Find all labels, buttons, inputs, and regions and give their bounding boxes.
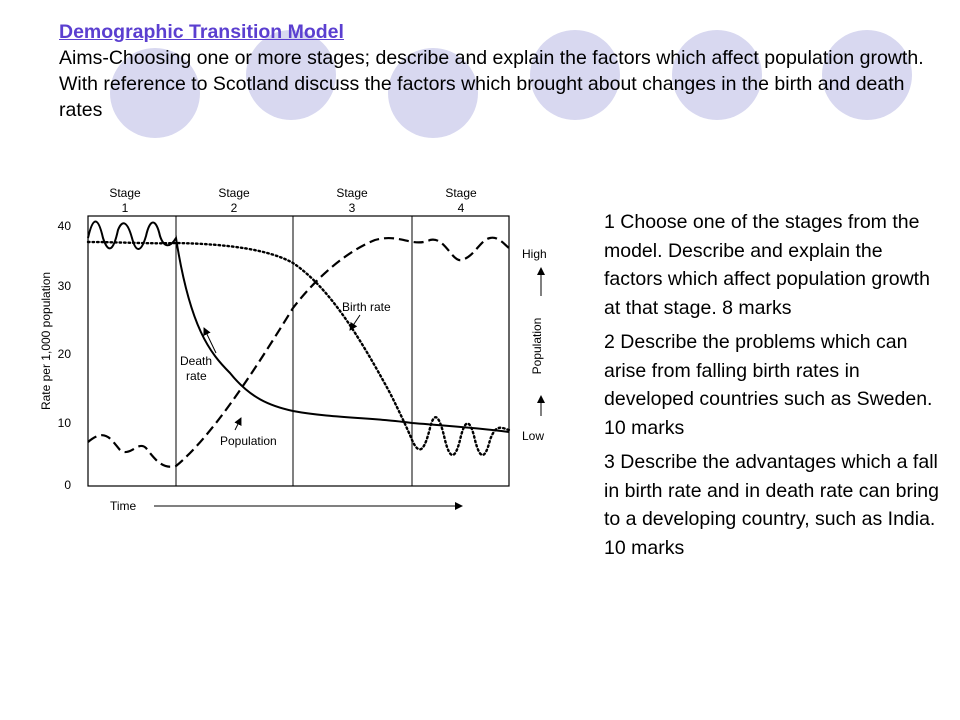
x-axis-title: Time (110, 499, 137, 513)
reference-text: With reference to Scotland discuss the factors which brought about changes in the birth and death rates (59, 73, 905, 121)
question-1: 1 Choose one of the stages from the model. Describe and explain the factors which affect population growth at that stage. 8 marks (604, 211, 930, 319)
population-pointer (235, 418, 241, 430)
death-rate-line (88, 222, 509, 433)
question-2: 2 Describe the problems which can arise from falling birth rates in developed countries such as Sweden. 10 marks (604, 331, 933, 439)
y-tick-label: 40 (57, 219, 71, 233)
y-tick-label: 0 (64, 478, 71, 492)
question-list (604, 208, 944, 568)
population-low-label: Low (522, 429, 545, 443)
population-axis-title: Population (530, 317, 544, 375)
death-rate-label-line2: rate (186, 369, 207, 383)
stage-2-label-number: 2 (230, 201, 238, 215)
stage-1-label-word: Stage (109, 186, 141, 200)
birth-rate-line (88, 242, 509, 455)
slide-title-link[interactable]: Demographic Transition Model (59, 21, 344, 43)
aims-text: Aims-Choosing one or more stages; describe and explain the factors which affect population growth. (59, 47, 924, 69)
population-label: Population (220, 434, 277, 448)
stage-4-label-word: Stage (445, 186, 477, 200)
population-high-label: High (522, 247, 547, 261)
stage-4-label-number: 4 (457, 201, 465, 215)
question-3: 3 Describe the advantages which a fall in birth rate and in death rate can bring to a developing country, such as India. 10 marks (604, 451, 939, 559)
dtm-chart-svg (30, 178, 550, 523)
y-tick-label: 20 (57, 347, 71, 361)
stage-3-label-number: 3 (348, 201, 356, 215)
birth-rate-pointer (350, 315, 360, 330)
y-tick-label: 10 (57, 416, 71, 430)
population-line (88, 238, 509, 467)
stage-2-label-word: Stage (218, 186, 250, 200)
death-rate-label-line1: Death (180, 354, 213, 368)
stage-3-label-word: Stage (336, 186, 368, 200)
y-axis-title: Rate per 1,000 population (39, 271, 53, 411)
birth-rate-label: Birth rate (342, 300, 391, 314)
slide-header (59, 19, 939, 123)
stage-1-label-number: 1 (121, 201, 129, 215)
y-tick-label: 30 (57, 279, 71, 293)
dtm-chart (30, 178, 550, 523)
